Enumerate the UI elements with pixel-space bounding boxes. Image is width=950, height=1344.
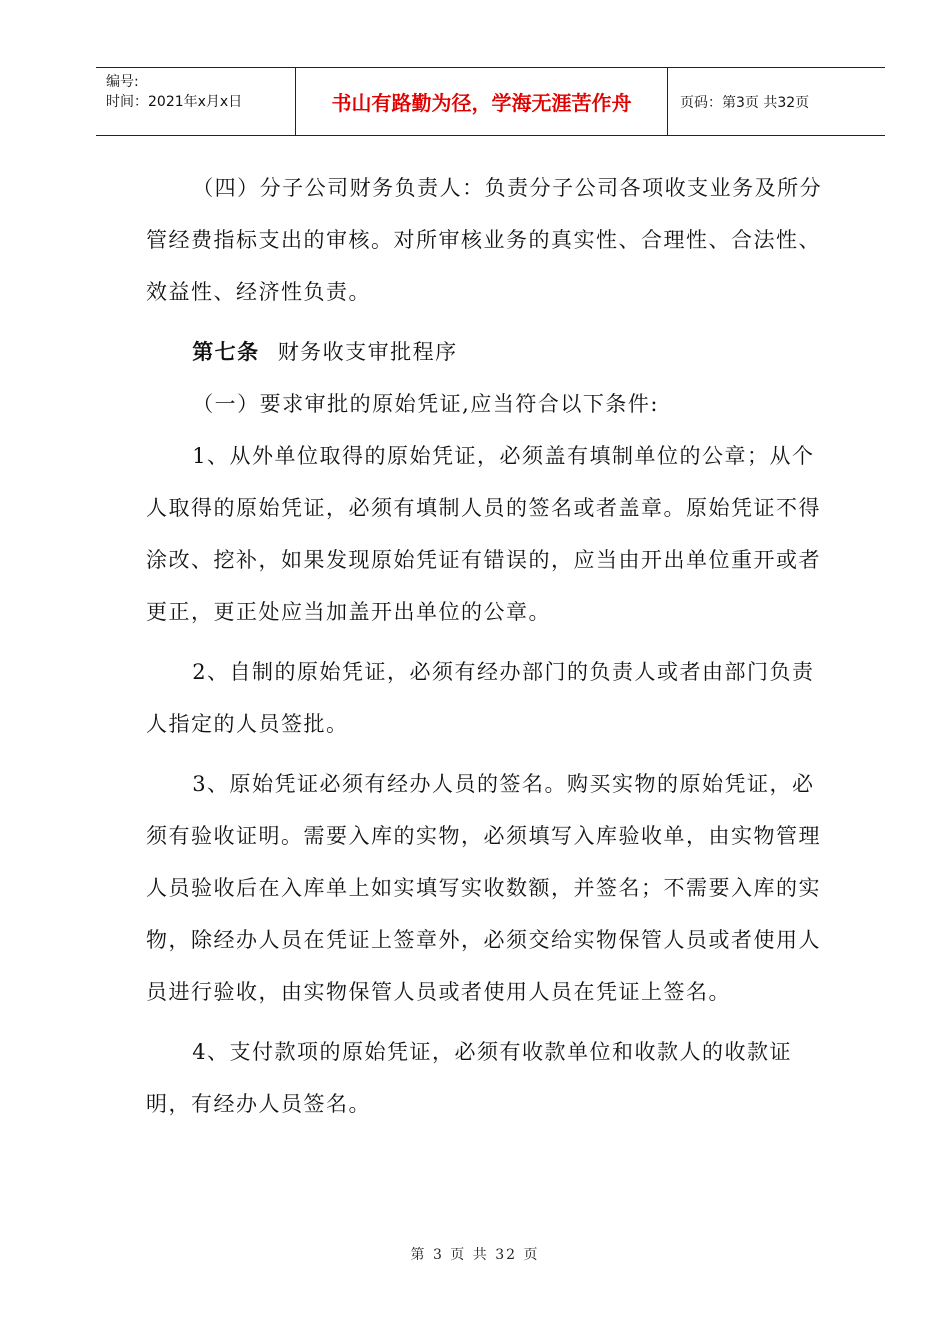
document-time-label: 时间：2021年x月x日: [106, 94, 243, 110]
paragraph: 1、从外单位取得的原始凭证，必须盖有填制单位的公章；从个人取得的原始凭证，必须有填制人员的签名或者盖章。原始凭证不得涂改、挖补，如果发现原始凭证有错误的，应当由开出单位重开或者更正，更正处应当加盖开出单位的公章。: [146, 444, 821, 624]
paragraph: （四）分子公司财务负责人：负责分子公司各项收支业务及所分管经费指标支出的审核。对所审核业务的真实性、合理性、合法性、效益性、经济性负责。: [146, 176, 823, 304]
paragraph: 4、支付款项的原始凭证，必须有收款单位和收款人的收款证明，有经办人员签名。: [146, 1040, 793, 1116]
document-number-label: 编号:: [106, 74, 139, 90]
page-header: [96, 67, 885, 136]
header-meta: [96, 68, 296, 135]
paragraph: 3、原始凭证必须有经办人员的签名。购买实物的原始凭证，必须有验收证明。需要入库的实物，必须填写入库验收单，由实物管理人员验收后在入库单上如实填写实收数额，并签名；不需要入库的实物，除经办人员在凭证上签章外，必须交给实物保管人员或者使用人员进行验收，由实物保管人员或者使用人员在凭证上签名。: [146, 772, 821, 1004]
page-footer: 第 3 页 共 32 页: [410, 1247, 540, 1263]
paragraph: （一）要求审批的原始凭证,应当符合以下条件:: [192, 392, 659, 416]
article-heading: [146, 326, 826, 378]
header-motto: 书山有路勤为径，学海无涯苦作舟: [296, 68, 668, 135]
document-body: [146, 162, 826, 1138]
paragraph: 2、自制的原始凭证，必须有经办部门的负责人或者由部门负责人指定的人员签批。: [146, 660, 815, 736]
header-page-label: 页码：第3页 共32页: [680, 94, 810, 111]
article-title: 财务收支审批程序: [277, 340, 458, 364]
article-number: 第七条: [192, 340, 260, 364]
